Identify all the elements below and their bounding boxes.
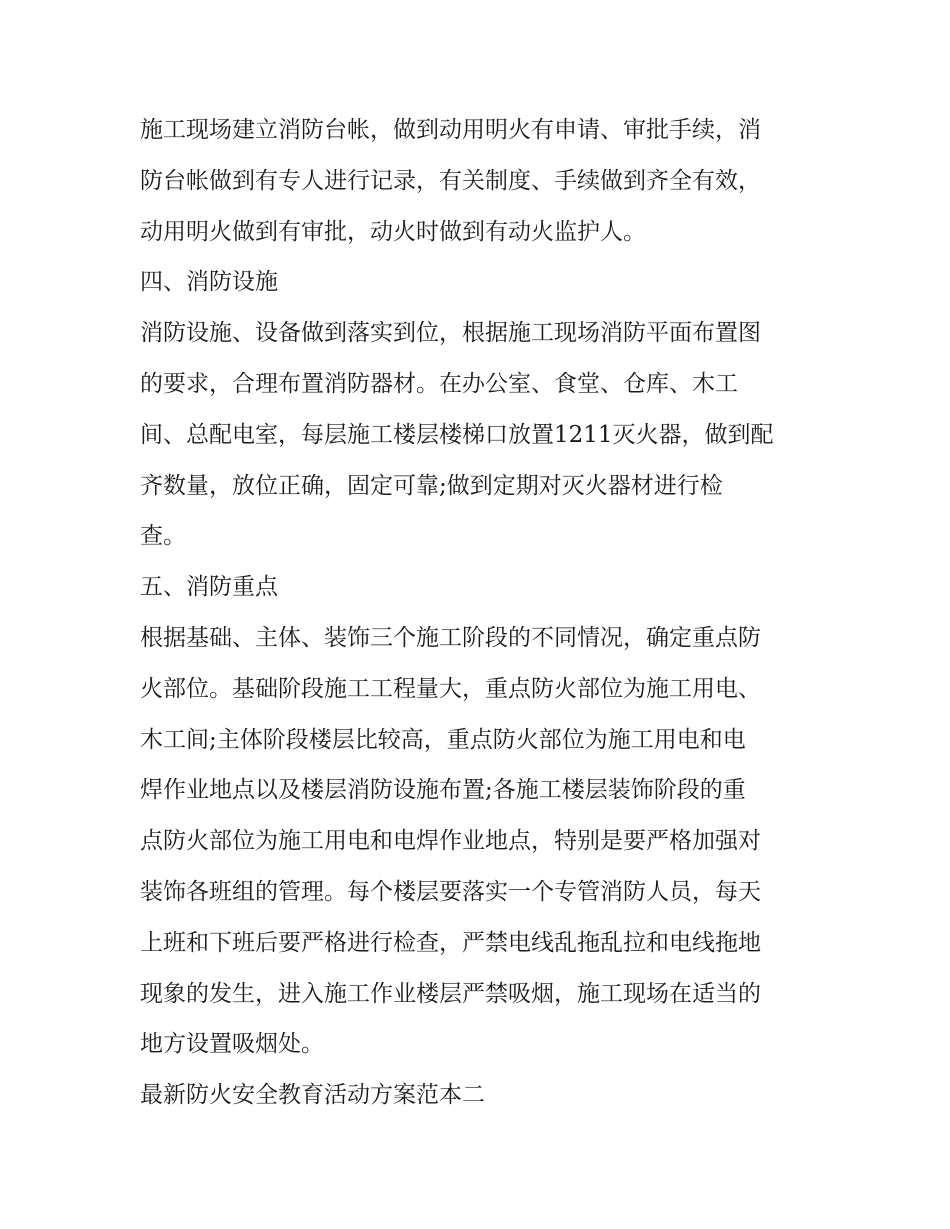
- paragraph-line: 地方设置吸烟处。: [140, 1031, 324, 1058]
- section-heading: 四、消防设施: [140, 269, 278, 296]
- section-heading: 最新防火安全教育活动方案范本二: [140, 1082, 485, 1109]
- paragraph-line: 的要求，合理布置消防器材。在办公室、食堂、仓库、木工: [140, 370, 738, 397]
- paragraph-line: 焊作业地点以及楼层消防设施布置;各施工楼层装饰阶段的重: [140, 777, 746, 804]
- paragraph-line: 现象的发生，进入施工作业楼层严禁吸烟，施工现场在适当的: [140, 980, 761, 1007]
- paragraph-line: 消防设施、设备做到落实到位，根据施工现场消防平面布置图: [140, 320, 761, 347]
- paragraph-line: 施工现场建立消防台帐，做到动用明火有申请、审批手续，消: [140, 117, 761, 143]
- paragraph-line: 点防火部位为施工用电和电焊作业地点，特别是要严格加强对: [140, 828, 761, 855]
- paragraph-line: 间、总配电室，每层施工楼层楼梯口放置1211灭火器，做到配: [140, 421, 774, 448]
- document-body: [140, 105, 820, 1121]
- paragraph-line: 动用明火做到有审批，动火时做到有动火监护人。: [140, 218, 646, 245]
- section-heading: 五、消防重点: [140, 574, 278, 601]
- paragraph-line: 装饰各班组的管理。每个楼层要落实一个专管消防人员，每天: [140, 878, 761, 905]
- paragraph-line: 木工间;主体阶段楼层比较高，重点防火部位为施工用电和电: [140, 726, 746, 753]
- paragraph-line: 查。: [140, 523, 186, 550]
- paragraph-line: 上班和下班后要严格进行检查，严禁电线乱拖乱拉和电线拖地: [140, 929, 761, 956]
- paragraph-line: 防台帐做到有专人进行记录，有关制度、手续做到齐全有效，: [140, 167, 761, 194]
- paragraph-line: 齐数量，放位正确，固定可靠;做到定期对灭火器材进行检: [140, 472, 723, 499]
- paragraph-line: 根据基础、主体、装饰三个施工阶段的不同情况，确定重点防: [140, 624, 761, 651]
- paragraph-line: 火部位。基础阶段施工工程量大，重点防火部位为施工用电、: [140, 675, 761, 702]
